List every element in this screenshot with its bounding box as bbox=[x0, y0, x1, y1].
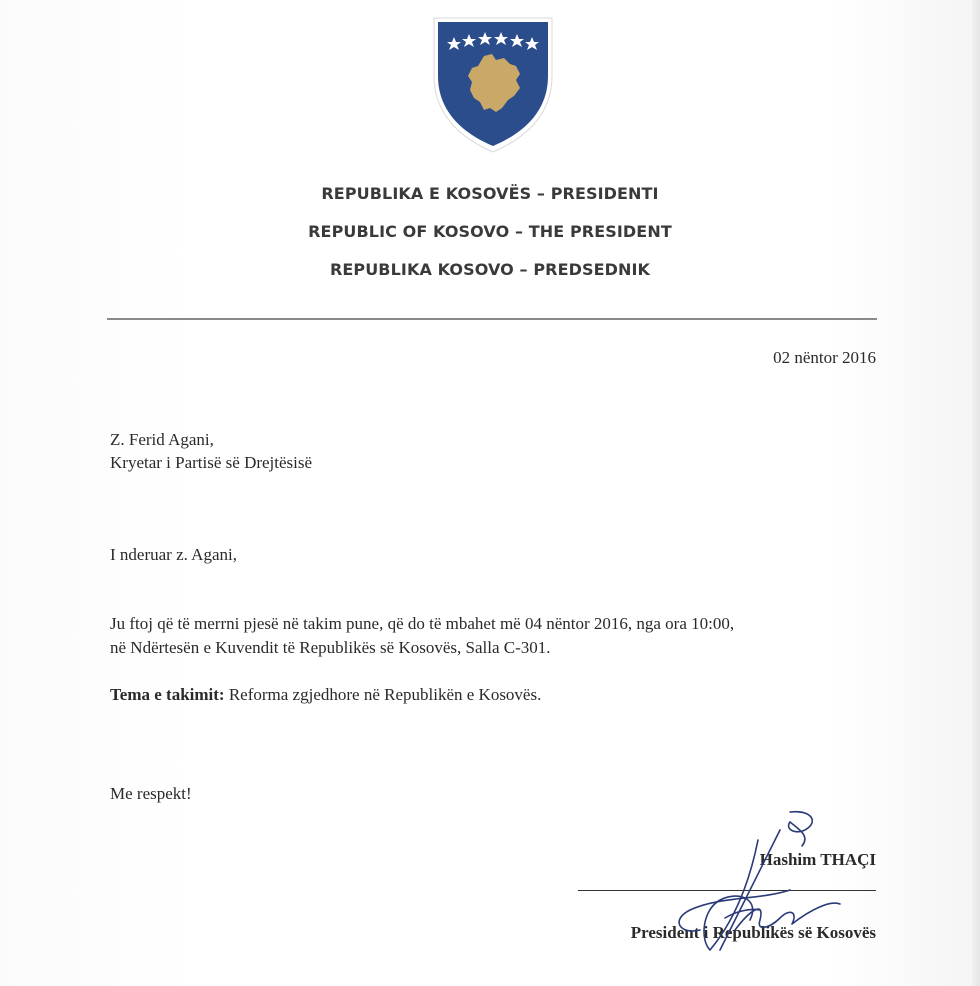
salutation: I nderuar z. Agani, bbox=[110, 545, 237, 564]
topic-text: Reforma zgjedhore në Republikën e Kosovës. bbox=[224, 685, 542, 704]
topic-label: Tema e takimit: bbox=[110, 685, 225, 704]
header-divider bbox=[107, 318, 877, 320]
letter-date: 02 nëntor 2016 bbox=[773, 348, 876, 367]
header-english: REPUBLIC OF KOSOVO – THE PRESIDENT bbox=[308, 222, 672, 241]
body-line-2: në Ndërtesën e Kuvendit të Republikës së Kosovës, Salla C-301. bbox=[110, 638, 551, 657]
signer-name: Hashim THAÇI bbox=[759, 850, 876, 869]
body-line-1: Ju ftoj që të merrni pjesë në takim pune, që do të mbahet më 04 nëntor 2016, nga ora 10:00, bbox=[110, 614, 735, 633]
page-edge-shadow bbox=[972, 0, 980, 986]
header-serbian: REPUBLIKA KOSOVO – PREDSEDNIK bbox=[329, 260, 651, 279]
recipient-title: Kryetar i Partisë së Drejtësisë bbox=[110, 453, 313, 472]
closing: Me respekt! bbox=[110, 784, 192, 803]
kosovo-coat-of-arms-icon bbox=[430, 14, 556, 154]
signer-title: President i Republikës së Kosovës bbox=[630, 923, 876, 942]
header-albanian: REPUBLIKA E KOSOVËS – PRESIDENTI bbox=[321, 184, 659, 203]
meeting-topic bbox=[110, 683, 541, 707]
handwritten-signature-icon bbox=[640, 800, 850, 960]
recipient-name: Z. Ferid Agani, bbox=[110, 430, 214, 449]
